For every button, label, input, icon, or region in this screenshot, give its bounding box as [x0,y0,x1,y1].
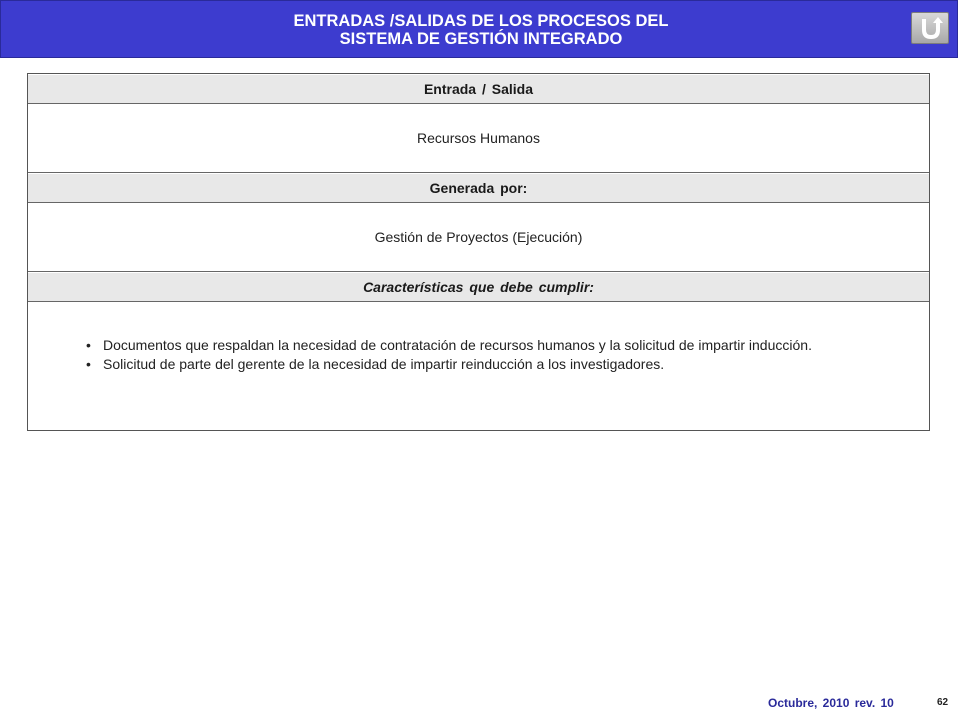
caracteristicas-cell [28,302,929,430]
back-button[interactable] [911,12,949,44]
entrada-salida-header: Entrada / Salida [28,74,929,104]
page-number: 62 [937,697,949,708]
list-item-text: Solicitud de parte del gerente de la necesidad de impartir reinducción a los investigadores. [103,356,665,372]
bullet-icon: • [86,337,91,353]
list-item-text: Documentos que respaldan la necesidad de contratación de recursos humanos y la solicitud de impartir inducción. [103,337,812,353]
list-item [86,336,929,355]
generada-por-value: Gestión de Proyectos (Ejecución) [28,203,929,272]
caracteristicas-header: Características que debe cumplir: [28,272,929,302]
generada-por-header: Generada por: [28,173,929,203]
bullet-icon: • [86,356,91,372]
return-arrow-icon [919,16,943,40]
list-item [86,355,929,374]
page-title-line-2: SISTEMA DE GESTIÓN INTEGRADO [339,30,623,48]
caracteristicas-list [28,302,929,374]
page-title [1,12,960,48]
page-title-line-1: ENTRADAS /SALIDAS DE LOS PROCESOS DEL [293,12,669,30]
title-banner [0,0,958,58]
process-io-table [27,73,930,431]
entrada-salida-value: Recursos Humanos [28,104,929,173]
revision-date: Octubre, 2010 rev. 10 [768,696,894,710]
